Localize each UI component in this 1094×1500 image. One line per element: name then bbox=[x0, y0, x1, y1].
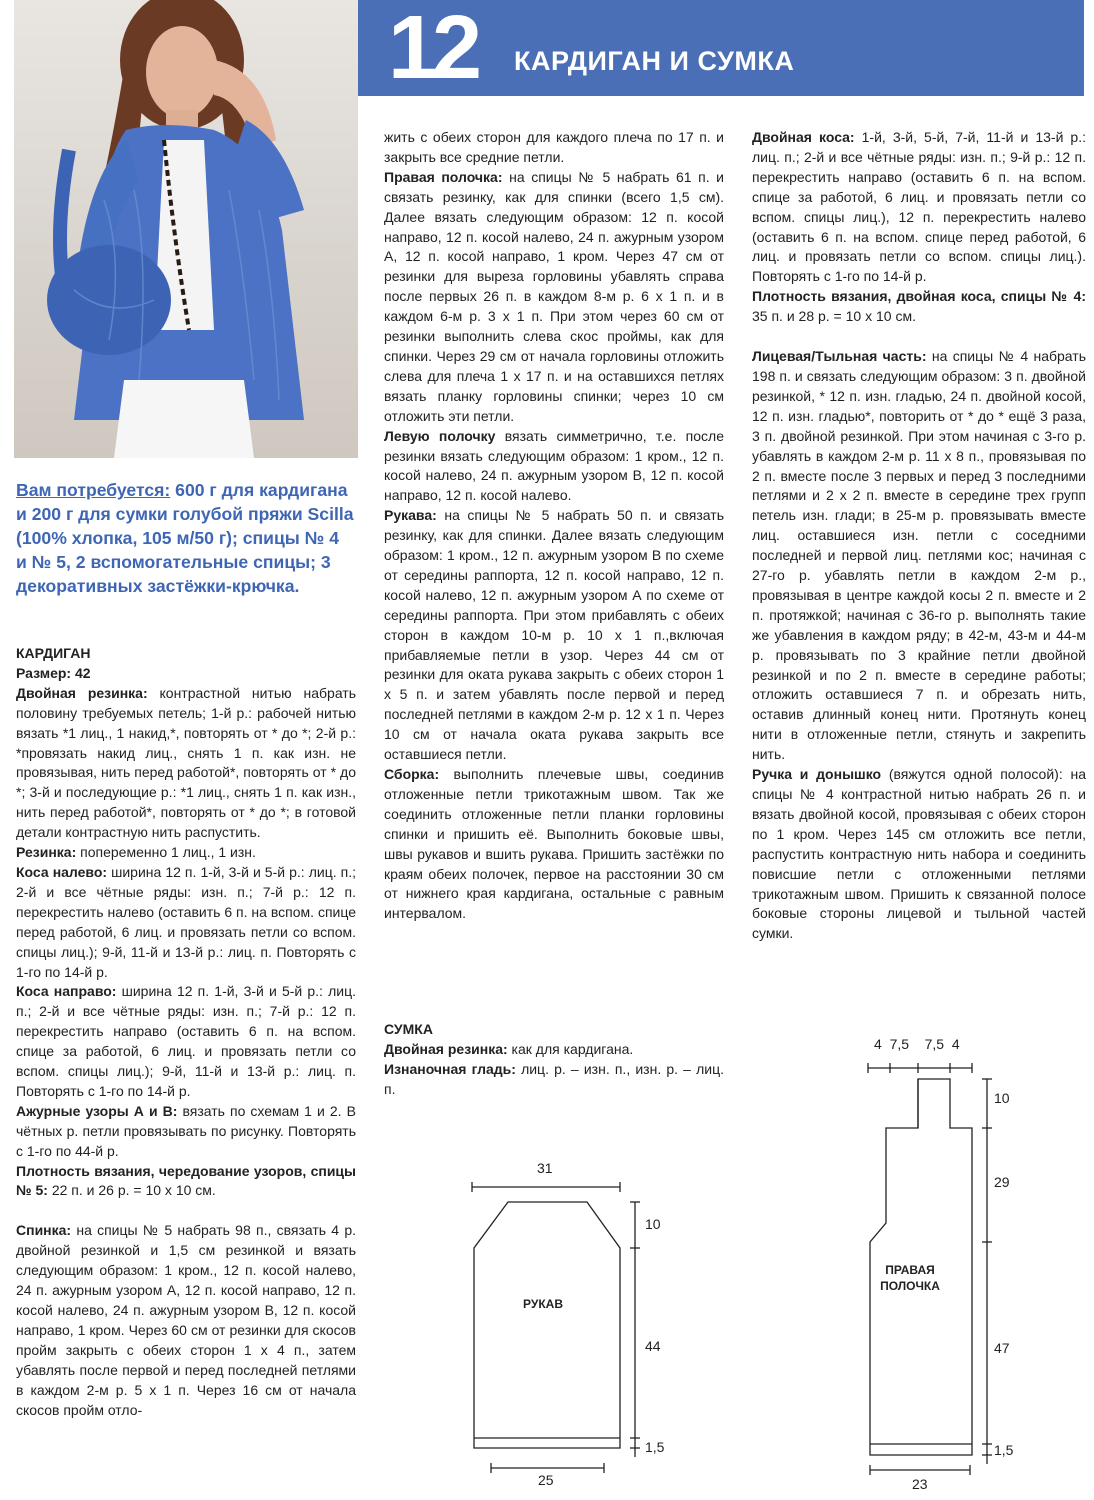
paragraph-rib: Резинка: попеременно 1 лиц., 1 изн. bbox=[16, 844, 256, 861]
paragraph-bag-rib: Двойная резинка: как для кардигана. bbox=[384, 1040, 634, 1057]
materials-block bbox=[16, 478, 354, 598]
paragraph-bag-gauge: Плотность вязания, двойная коса, спицы № 4: 35 п. и 28 р. = 10 х 10 см. bbox=[752, 288, 1086, 325]
sleeve-name: РУКАВ bbox=[523, 1297, 563, 1311]
product-photo bbox=[14, 0, 358, 458]
sleeve-rib-height: 1,5 bbox=[645, 1439, 665, 1455]
size-line: Размер: 42 bbox=[16, 664, 91, 681]
paragraph-handle: Ручка и донышко (вяжутся одной полосой): на спицы № 4 контрастной нитью набрать 26 п. и вязать двойной косой, провязывая с обеих сторон по 1 кром. Через 145 см отложить все петли, распустить контрастную нить набора и соединить повисшие петли с отложенными петлями трикотажным швом. Пришить к связанной полосе боковые стороны лицевой и тыльной частей сумки. bbox=[752, 766, 1086, 942]
front-height-top: 10 bbox=[994, 1090, 1010, 1106]
page-title: КАРДИГАН И СУМКА bbox=[514, 46, 795, 76]
paragraph-sleeves: Рукава: на спицы № 5 набрать 50 п. и связать резинку, как для спинки. Далее вязать следующим образом: 1 кром., 12 п. ажурным узором В по схеме от середины раппорта, 12 п. косой направо, 12 п. косой налево, 12 п. ажурным узором А по схеме от середины раппорта. При этом прибавлять с обеих сторон в каждом 10-м р. 10 х 1 п.,включая прибавляемые петли в узор. Через 44 см от резинки для оката рукава закрыть с обеих сторон 1 х 5 п. и затем убавлять после первой и перед последней петлями в каждом 2-м р. 12 х 1 п. Через 10 см от начала оката рукава закрыть все оставшиеся петли. bbox=[384, 507, 724, 763]
column-1 bbox=[16, 644, 356, 1420]
paragraph-gauge: Плотность вязания, чередование узоров, спицы № 5: 22 п. и 26 р. = 10 х 10 см. bbox=[16, 1162, 356, 1199]
front-height-rib: 1,5 bbox=[994, 1442, 1014, 1458]
column-3 bbox=[752, 128, 1086, 944]
paragraph-back-cont: жить с обеих сторон для каждого плеча по 17 п. и закрыть все средние петли. bbox=[384, 129, 724, 165]
section-bag: СУМКА bbox=[384, 1021, 433, 1037]
sleeve-schematic bbox=[460, 1170, 700, 1480]
paragraph-cable-right: Коса направо: ширина 12 п. 1-й, 3-й и 5-й р.: лиц. п.; 2-й и все чётные ряды: изн. п.; 7-й р.: 12 п. перекрестить направо (оставить 6 п. на вспом. спице за работой, 6 лиц. и провязать петли со вспом. спицы лиц.); 9-й, 11-й и 13-й р.: лиц. п. Повторять с 1-го по 14-й р. bbox=[16, 983, 356, 1099]
materials-lead: Вам потребуется: bbox=[16, 480, 171, 500]
model-photo-illustration bbox=[14, 0, 358, 458]
pattern-number: 12 bbox=[388, 0, 477, 98]
front-top-dims: 4 7,5 7,5 4 bbox=[874, 1036, 960, 1052]
column-2 bbox=[384, 128, 724, 924]
paragraph-cable-left: Коса налево: ширина 12 п. 1-й, 3-й и 5-й р.: лиц. п.; 2-й и все чётные ряды: изн. п.; 7-й р.: 12 п. перекрестить налево (оставить 6 п. на вспом. спице перед работой, 6 лиц. и провязать петли со вспом. спицы лиц.); 9-й, 11-й и 13-й р.: лиц. п. Повторять с 1-го по 14-й р. bbox=[16, 863, 356, 980]
section-cardigan: КАРДИГАН bbox=[16, 645, 91, 661]
sleeve-cap-height: 10 bbox=[645, 1216, 661, 1232]
sleeve-top-width: 31 bbox=[537, 1160, 553, 1176]
paragraph-assembly: Сборка: выполнить плечевые швы, соединив отложенные петли трикотажным швом. Так же соединить отложенные петли планки горловины спинки и пришить её. Выполнить боковые швы, швы рукавов и вшить рукава. Пришить застёжки по краям обеих полочек, первое на расстоянии 30 см от нижнего края кардигана, остальные с равным интервалом. bbox=[384, 766, 724, 922]
sleeve-body-height: 44 bbox=[645, 1338, 661, 1354]
front-bottom-width: 23 bbox=[912, 1476, 928, 1492]
paragraph-right-front: Правая полочка: на спицы № 5 набрать 61 п. и связать резинку, как для спинки (всего 1,5 см). Далее вязать следующим образом: 12 п. косой направо, 12 п. косой налево, 24 п. ажурным узором А, 12 п. косой направо, 1 кром. Через 47 см от резинки для выреза горловины убавлять справа после первых 26 п. в каждом 8-м р. 6 х 1 п. и в каждом 6-м р. 3 х 1 п. При этом через 60 см от резинки выполнить слева скос проймы, как для спинки. Через 29 см от начала горловины отложить слева для плеча 1 х 17 п. и на оставшихся петлях вязать планку горловины спинки; через 10 см отложить эти петли. bbox=[384, 168, 724, 424]
paragraph-left-front: Левую полочку вязать симметрично, т.е. после резинки вязать следующим образом: 1 кром., 12 п. косой налево, 24 п. ажурным узором В, 12 п. косой направо, 12 п. косой налево. bbox=[384, 427, 724, 504]
paragraph-double-cable: Двойная коса: 1-й, 3-й, 5-й, 7-й, 11-й и 13-й р.: лиц. п.; 2-й и все чётные ряды: изн. п.; 9-й р.: 12 п. перекрестить направо (оставить 6 п. на вспом. спице за работой, 6 лиц. и провязать петли со вспом. спицы лиц.), 12 п. перекрестить налево (оставить 6 п. на вспом. спице перед работой, 6 лиц. и провязать петли со вспом. спицы лиц.). Повторять с 1-го по 14-й р. bbox=[752, 129, 1086, 285]
column-2-bag bbox=[384, 1020, 724, 1100]
paragraph-bag-panels: Лицевая/Тыльная часть: на спицы № 4 набрать 198 п. и связать следующим образом: 3 п. двойной резинкой, * 12 п. изн. гладью, 24 п. двойной косой, 12 п. изн. гладью*, повторить от * до * ещё 3 раза, 3 п. двойной резинкой. При этом начиная с 3-го р. убавлять в каждом 2-м р. 11 х 8 п., провязывая по 2 п. вместе после 3 первых и перед 3 последними петлями и 2 х 2 п. вместе в середине трех групп петель изн. глади; в 25-м р. провязывать вместе лиц. оставшиеся изн. петли с соседними последней и первой лиц. петлями кос; начиная с 27-го р. убавлять петли в каждом 2-м р., провязывая в центре каждой косы 2 п. вместе и 2 п. протяжкой; начиная с 36-го р. выполнять такие же убавления в каждом ряду; в 42-м, 43-м и 44-м р. провязывать по 3 крайние петли двойной резинкой и по 2 п. вместе в середине работы; отложить оставшиеся 7 п. и обрезать нить, оставив длинный конец нити. Протянуть конец нити в отложенные петли, стянуть и закрепить нить. bbox=[752, 348, 1086, 763]
paragraph-lace: Ажурные узоры А и В: вязать по схемам 1 и 2. В чётных р. петли провязывать по рисунку. Повторять с 1-го по 44-й р. bbox=[16, 1102, 356, 1159]
paragraph-back: Спинка: на спицы № 5 набрать 98 п., связать 4 р. двойной резинкой и 1,5 см резинкой и вязать следующим образом: 1 кром., 12 п. косой налево, 24 п. ажурным узором А, 12 п. косой направо, 12 п. косой налево, 24 п. ажурным узором В, 12 п. косой направо, 1 кром. Через 60 см от резинки для скосов пройм закрыть с обеих сторон 1 х 4 п., затем убавлять после первой и перед последней петлями в каждом 2-м р. 5 х 1 п. Через 16 см от начала скосов пройм отло- bbox=[16, 1222, 356, 1418]
sleeve-bottom-width: 25 bbox=[538, 1472, 554, 1488]
materials-text: 600 г для кардигана и 200 г для сумки голубой пряжи Scilla (100% хлопка, 105 м/50 г); спицы № 4 и № 5, 2 вспомогательные спицы; 3 декоративных застёжки-крючка. bbox=[16, 480, 354, 596]
front-height-mid: 29 bbox=[994, 1174, 1010, 1190]
front-name: ПРАВАЯ ПОЛОЧКА bbox=[880, 1263, 940, 1293]
front-height-body: 47 bbox=[994, 1340, 1010, 1356]
paragraph-double-rib: Двойная резинка: контрастной нитью набрать половину требуемых петель; 1-й р.: рабочей нитью вязать *1 лиц., 1 накид,*, повторять от * до *; 2-й р.: *провязать накид лиц., снять 1 п. как изн. не провязывая, нить перед работой*, повторять от * до *; 3-й и последующие р.: *1 лиц., снять 1 п. как изн., нить перед работой*, повторять от * до *; в готовой детали контрастную нить распустить. bbox=[16, 684, 357, 841]
paragraph-bag-purl: Изнаночная гладь: лиц. р. – изн. п., изн. р. – лиц. п. bbox=[384, 1060, 724, 1097]
